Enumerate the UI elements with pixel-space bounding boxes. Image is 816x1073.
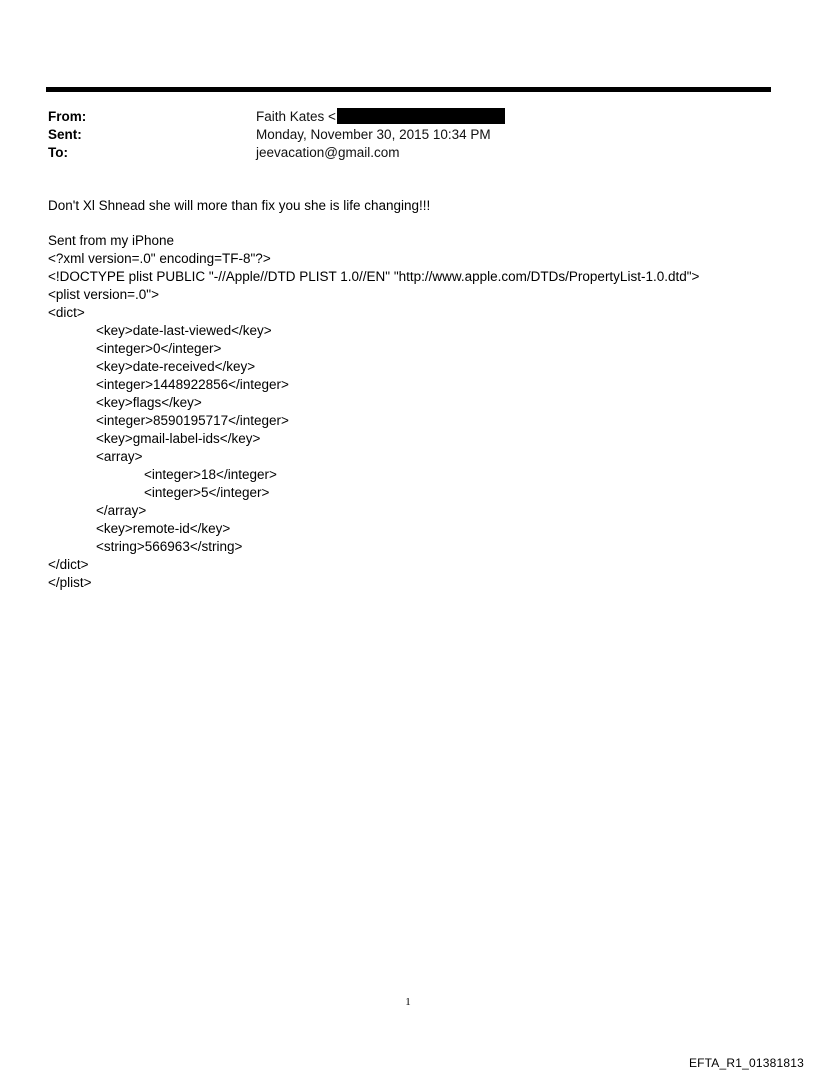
sent-value: Monday, November 30, 2015 10:34 PM [256, 127, 491, 142]
plist-line: <?xml version=.0" encoding=TF-8"?> [48, 251, 271, 266]
plist-line: <key>gmail-label-ids</key> [96, 431, 261, 446]
sent-row [48, 126, 768, 144]
plist-line: </dict> [48, 557, 89, 572]
email-header [48, 108, 768, 162]
plist-line: </plist> [48, 575, 92, 590]
plist-line: <array> [96, 449, 143, 464]
plist-line: <key>flags</key> [96, 395, 202, 410]
plist-line: <plist version=.0"> [48, 287, 159, 302]
signature-text: Sent from my iPhone [48, 233, 175, 248]
email-body [48, 197, 788, 592]
plist-line: <key>date-last-viewed</key> [96, 323, 272, 338]
message-text: Don't Xl Shnead she will more than fix you she is life changing!!! [48, 198, 431, 213]
from-row [48, 108, 768, 126]
redaction-box [337, 108, 505, 124]
to-row [48, 144, 768, 162]
plist-line: <string>566963</string> [96, 539, 243, 554]
plist-block [48, 250, 788, 592]
plist-line: <integer>18</integer> [144, 467, 277, 482]
to-label: To: [48, 145, 68, 160]
plist-line: </array> [96, 503, 147, 518]
from-value [256, 108, 505, 126]
to-value: jeevacation@gmail.com [256, 145, 400, 160]
plist-line: <integer>1448922856</integer> [96, 377, 289, 392]
plist-line: <key>date-received</key> [96, 359, 256, 374]
page-number: 1 [405, 996, 411, 1008]
plist-line: <dict> [48, 305, 85, 320]
sent-label: Sent: [48, 127, 82, 142]
header-rule [46, 87, 771, 92]
plist-line: <integer>0</integer> [96, 341, 222, 356]
bates-number: EFTA_R1_01381813 [688, 1056, 804, 1070]
plist-line: <integer>5</integer> [144, 485, 270, 500]
from-name: Faith Kates < [256, 109, 336, 124]
plist-line: <key>remote-id</key> [96, 521, 231, 536]
from-label: From: [48, 109, 87, 124]
plist-line: <!DOCTYPE plist PUBLIC "-//Apple//DTD PLIST 1.0//EN" "http://www.apple.com/DTDs/PropertyList-1.0.dtd"> [48, 269, 700, 284]
plist-line: <integer>8590195717</integer> [96, 413, 289, 428]
